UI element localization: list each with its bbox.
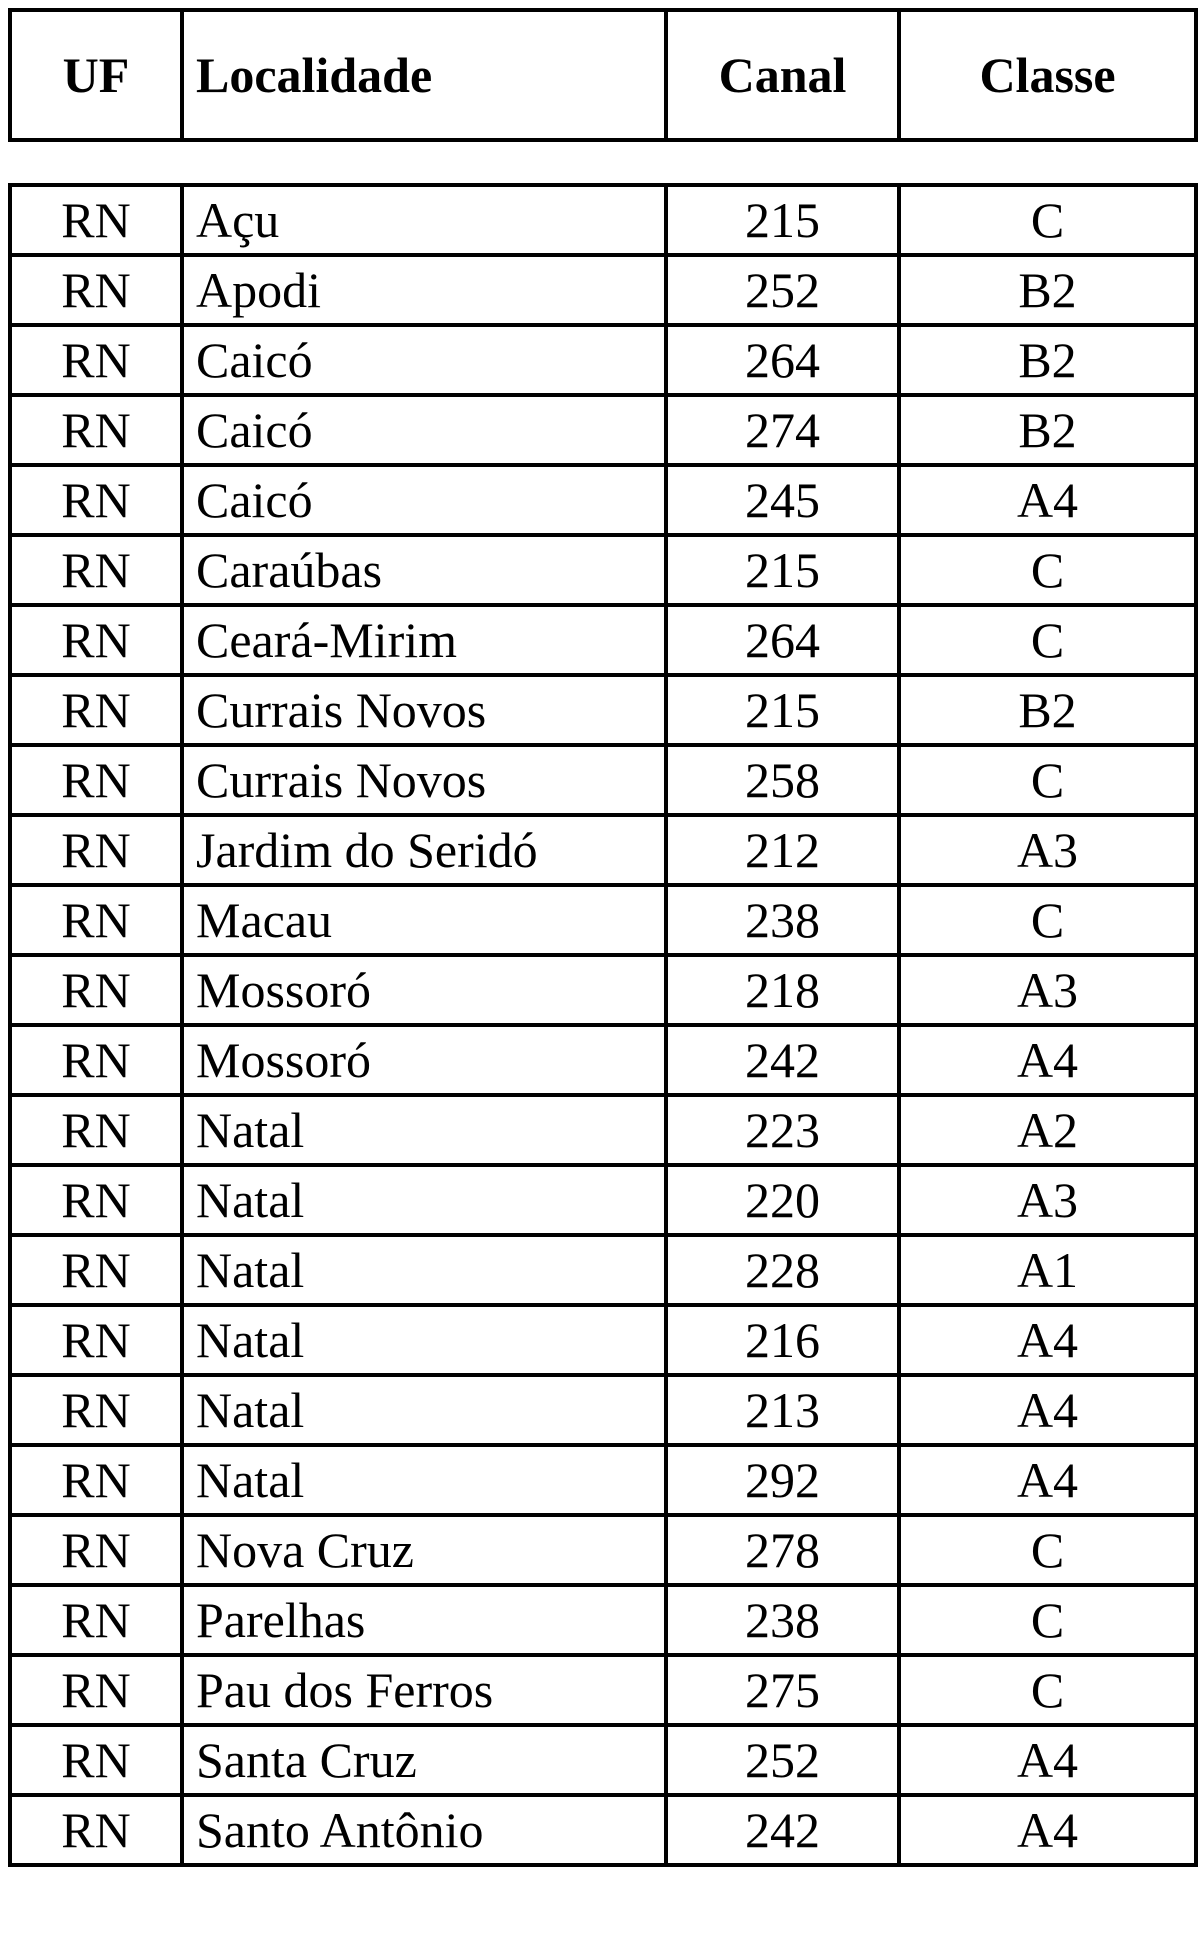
cell-uf: RN: [10, 1025, 182, 1095]
cell-canal: 275: [666, 1655, 899, 1725]
table-row: [10, 955, 1196, 1025]
cell-uf: RN: [10, 255, 182, 325]
cell-canal: 213: [666, 1375, 899, 1445]
table-row: [10, 1375, 1196, 1445]
cell-uf: RN: [10, 1725, 182, 1795]
cell-classe: C: [899, 745, 1196, 815]
cell-canal: 252: [666, 1725, 899, 1795]
table-row: [10, 1515, 1196, 1585]
cell-localidade: Mossoró: [182, 955, 666, 1025]
cell-uf: RN: [10, 1445, 182, 1515]
cell-localidade: Macau: [182, 885, 666, 955]
cell-classe: A4: [899, 1725, 1196, 1795]
cell-classe: A3: [899, 1165, 1196, 1235]
cell-canal: 242: [666, 1795, 899, 1865]
table-row: [10, 1585, 1196, 1655]
cell-uf: RN: [10, 885, 182, 955]
cell-localidade: Natal: [182, 1445, 666, 1515]
table-row: [10, 535, 1196, 605]
cell-localidade: Santo Antônio: [182, 1795, 666, 1865]
cell-canal: 238: [666, 885, 899, 955]
cell-canal: 228: [666, 1235, 899, 1305]
cell-classe: A4: [899, 1445, 1196, 1515]
cell-canal: 242: [666, 1025, 899, 1095]
cell-classe: C: [899, 605, 1196, 675]
table-row: [10, 465, 1196, 535]
cell-localidade: Pau dos Ferros: [182, 1655, 666, 1725]
cell-classe: A4: [899, 1375, 1196, 1445]
cell-canal: 258: [666, 745, 899, 815]
cell-canal: 292: [666, 1445, 899, 1515]
cell-uf: RN: [10, 1795, 182, 1865]
cell-canal: 218: [666, 955, 899, 1025]
cell-classe: A4: [899, 1025, 1196, 1095]
cell-uf: RN: [10, 955, 182, 1025]
cell-uf: RN: [10, 1235, 182, 1305]
header-row: [10, 10, 1196, 140]
cell-canal: 252: [666, 255, 899, 325]
table-row: [10, 885, 1196, 955]
cell-classe: C: [899, 1655, 1196, 1725]
cell-localidade: Açu: [182, 185, 666, 255]
cell-classe: C: [899, 535, 1196, 605]
cell-canal: 245: [666, 465, 899, 535]
cell-classe: A4: [899, 1795, 1196, 1865]
header-classe: Classe: [899, 10, 1196, 140]
cell-canal: 264: [666, 325, 899, 395]
table-row: [10, 1305, 1196, 1375]
cell-localidade: Currais Novos: [182, 675, 666, 745]
table-row: [10, 1795, 1196, 1865]
cell-uf: RN: [10, 1515, 182, 1585]
table-row: [10, 1025, 1196, 1095]
table-body: [8, 183, 1198, 1867]
cell-localidade: Natal: [182, 1305, 666, 1375]
table-row: [10, 1655, 1196, 1725]
cell-localidade: Currais Novos: [182, 745, 666, 815]
cell-localidade: Natal: [182, 1375, 666, 1445]
cell-classe: C: [899, 185, 1196, 255]
table-header: [8, 8, 1198, 142]
table-row: [10, 1445, 1196, 1515]
cell-classe: A3: [899, 955, 1196, 1025]
table-row: [10, 325, 1196, 395]
cell-localidade: Apodi: [182, 255, 666, 325]
table-row: [10, 605, 1196, 675]
cell-uf: RN: [10, 325, 182, 395]
cell-uf: RN: [10, 1375, 182, 1445]
cell-classe: C: [899, 1515, 1196, 1585]
cell-localidade: Parelhas: [182, 1585, 666, 1655]
cell-localidade: Jardim do Seridó: [182, 815, 666, 885]
table-row: [10, 185, 1196, 255]
table-row: [10, 675, 1196, 745]
cell-localidade: Caicó: [182, 325, 666, 395]
cell-canal: 215: [666, 535, 899, 605]
cell-localidade: Natal: [182, 1095, 666, 1165]
cell-uf: RN: [10, 535, 182, 605]
cell-uf: RN: [10, 1305, 182, 1375]
cell-localidade: Natal: [182, 1235, 666, 1305]
table-row: [10, 395, 1196, 465]
cell-canal: 238: [666, 1585, 899, 1655]
cell-localidade: Santa Cruz: [182, 1725, 666, 1795]
cell-canal: 264: [666, 605, 899, 675]
cell-uf: RN: [10, 815, 182, 885]
cell-uf: RN: [10, 465, 182, 535]
table-row: [10, 815, 1196, 885]
cell-localidade: Caicó: [182, 395, 666, 465]
cell-uf: RN: [10, 1655, 182, 1725]
cell-classe: B2: [899, 395, 1196, 465]
cell-classe: A2: [899, 1095, 1196, 1165]
header-localidade: Localidade: [182, 10, 666, 140]
cell-localidade: Caraúbas: [182, 535, 666, 605]
cell-classe: A3: [899, 815, 1196, 885]
cell-uf: RN: [10, 675, 182, 745]
header-uf: UF: [10, 10, 182, 140]
table-row: [10, 1165, 1196, 1235]
cell-localidade: Caicó: [182, 465, 666, 535]
cell-uf: RN: [10, 745, 182, 815]
cell-classe: C: [899, 1585, 1196, 1655]
cell-canal: 215: [666, 675, 899, 745]
table-row: [10, 1725, 1196, 1795]
cell-uf: RN: [10, 605, 182, 675]
cell-canal: 212: [666, 815, 899, 885]
header-canal: Canal: [666, 10, 899, 140]
table-row: [10, 1235, 1196, 1305]
table-row: [10, 1095, 1196, 1165]
cell-classe: B2: [899, 675, 1196, 745]
cell-classe: B2: [899, 255, 1196, 325]
table-row: [10, 255, 1196, 325]
cell-classe: A1: [899, 1235, 1196, 1305]
cell-uf: RN: [10, 1095, 182, 1165]
cell-uf: RN: [10, 1585, 182, 1655]
cell-canal: 215: [666, 185, 899, 255]
cell-localidade: Ceará-Mirim: [182, 605, 666, 675]
cell-localidade: Natal: [182, 1165, 666, 1235]
cell-localidade: Mossoró: [182, 1025, 666, 1095]
table-row: [10, 745, 1196, 815]
cell-classe: A4: [899, 1305, 1196, 1375]
cell-canal: 278: [666, 1515, 899, 1585]
cell-canal: 216: [666, 1305, 899, 1375]
cell-classe: A4: [899, 465, 1196, 535]
cell-canal: 220: [666, 1165, 899, 1235]
cell-uf: RN: [10, 1165, 182, 1235]
cell-uf: RN: [10, 395, 182, 465]
cell-canal: 223: [666, 1095, 899, 1165]
cell-localidade: Nova Cruz: [182, 1515, 666, 1585]
cell-canal: 274: [666, 395, 899, 465]
cell-classe: B2: [899, 325, 1196, 395]
cell-uf: RN: [10, 185, 182, 255]
cell-classe: C: [899, 885, 1196, 955]
